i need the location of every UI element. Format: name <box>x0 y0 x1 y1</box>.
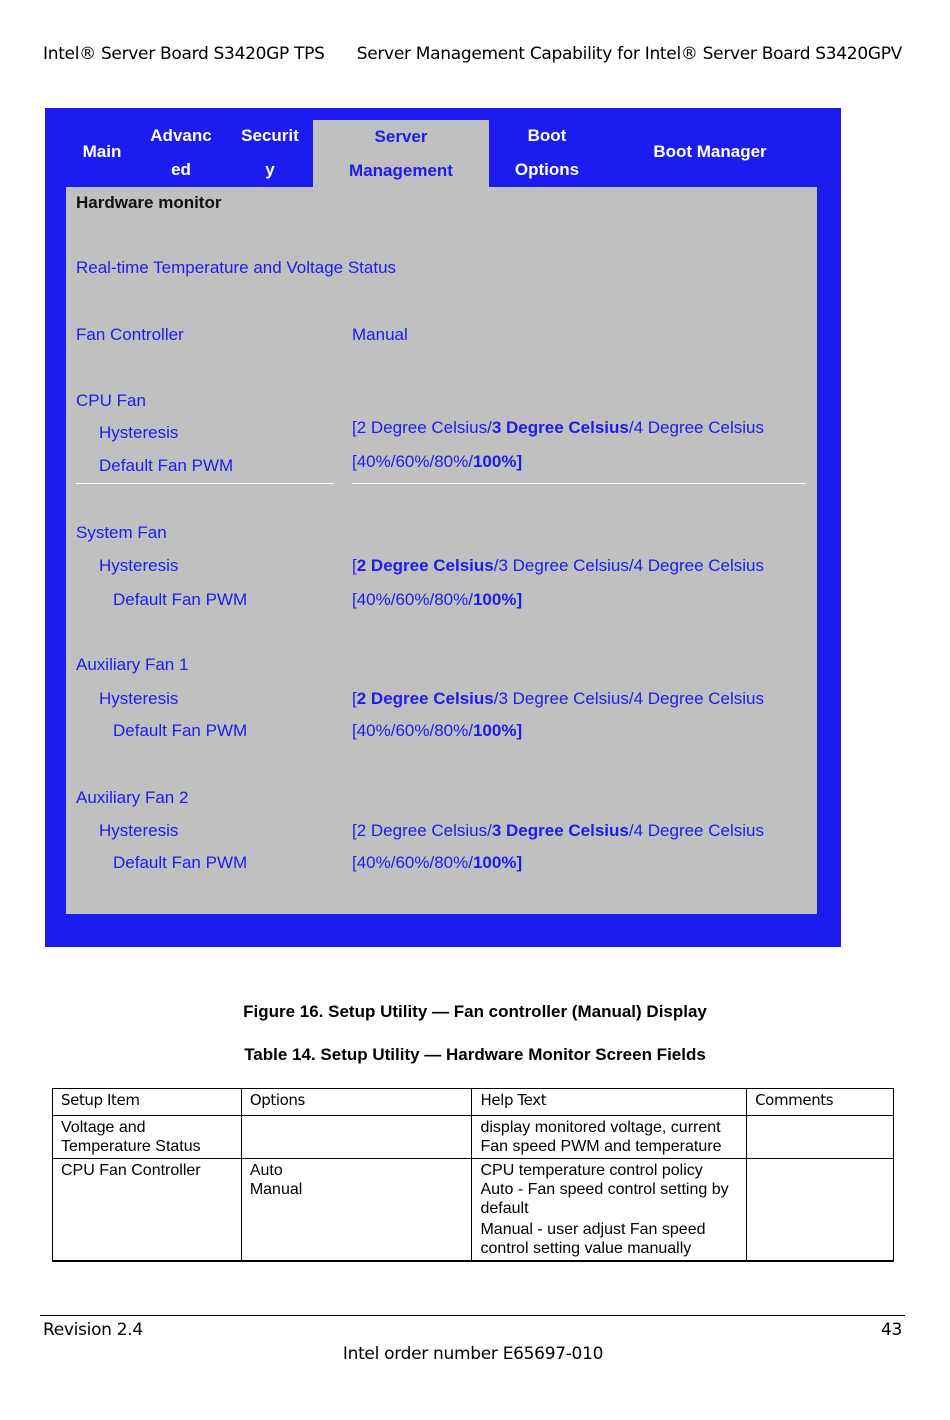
footer-order-number: Intel order number E65697-010 <box>342 1344 604 1364</box>
bios-setup-screen <box>45 108 841 947</box>
setup-item-cell: Voltage and Temperature Status <box>53 1116 242 1159</box>
comments-cell <box>747 1116 894 1159</box>
pwm-label: Default Fan PWM <box>113 853 248 872</box>
column-header: Setup Item <box>53 1089 242 1116</box>
hysteresis-options[interactable]: [2 Degree Celsius/3 Degree Celsius/4 Degree Celsius <box>352 821 764 840</box>
hysteresis-label: Hysteresis <box>99 423 179 442</box>
tab-advanced[interactable]: Advanc ed <box>150 126 212 179</box>
divider <box>76 483 334 484</box>
settings-panel <box>66 187 817 914</box>
pwm-label: Default Fan PWM <box>99 456 234 475</box>
tab-boot-manager[interactable]: Boot Manager <box>653 142 767 161</box>
tab-security[interactable]: Securit y <box>241 126 299 179</box>
hysteresis-options[interactable]: [2 Degree Celsius/3 Degree Celsius/4 Degree Celsius <box>352 556 764 575</box>
help-text-cell: display monitored voltage, current Fan speed PWM and temperature <box>472 1116 747 1159</box>
footer-divider <box>40 1315 905 1316</box>
pwm-options[interactable]: [40%/60%/80%/100%] <box>352 590 523 609</box>
table-header-row <box>53 1089 894 1116</box>
screen-fields-table <box>52 1088 894 1262</box>
tab-main[interactable]: Main <box>82 142 122 161</box>
setup-item-cell: CPU Fan Controller <box>53 1159 242 1262</box>
tab-boot-options[interactable]: Boot Options <box>514 126 580 179</box>
fan-controller-label: Fan Controller <box>76 325 184 344</box>
hysteresis-options[interactable]: [2 Degree Celsius/3 Degree Celsius/4 Degree Celsius <box>352 418 764 437</box>
pwm-options[interactable]: [40%/60%/80%/100%] <box>352 721 523 740</box>
fan-controller-value[interactable]: Manual <box>352 325 408 344</box>
column-header: Comments <box>747 1089 894 1116</box>
fan-group-title: System Fan <box>76 523 167 542</box>
pwm-options[interactable]: [40%/60%/80%/100%] <box>352 853 523 872</box>
hysteresis-options[interactable]: [2 Degree Celsius/3 Degree Celsius/4 Degree Celsius <box>352 689 764 708</box>
header-left: Intel® Server Board S3420GP TPS <box>43 44 325 64</box>
hysteresis-label: Hysteresis <box>99 689 179 708</box>
fan-group-title: Auxiliary Fan 2 <box>76 788 189 807</box>
table-row <box>53 1116 894 1159</box>
pwm-label: Default Fan PWM <box>113 590 248 609</box>
column-header: Options <box>241 1089 472 1116</box>
footer-page-number: 43 <box>880 1320 902 1340</box>
fan-group-title: Auxiliary Fan 1 <box>76 655 189 674</box>
table-caption: Table 14. Setup Utility — Hardware Monitor Screen Fields <box>244 1045 706 1064</box>
options-cell: Auto Manual <box>241 1159 472 1262</box>
hysteresis-label: Hysteresis <box>99 821 179 840</box>
table-row <box>53 1159 894 1262</box>
footer-revision: Revision 2.4 <box>43 1320 143 1340</box>
fan-group-title: CPU Fan <box>76 391 146 410</box>
help-text-cell: CPU temperature control policy Auto - Fan speed control setting by default Manual - user adjust Fan speed control setting value manually <box>472 1159 747 1262</box>
tab-server-management[interactable]: Server Management <box>313 120 489 188</box>
column-header: Help Text <box>472 1089 747 1116</box>
options-cell <box>241 1116 472 1159</box>
figure-caption: Figure 16. Setup Utility — Fan controller (Manual) Display <box>243 1002 707 1021</box>
pwm-options[interactable]: [40%/60%/80%/100%] <box>352 452 523 471</box>
section-title: Hardware monitor <box>76 193 222 212</box>
realtime-status-link[interactable]: Real-time Temperature and Voltage Status <box>76 258 397 277</box>
header-right: Server Management Capability for Intel® Server Board S3420GPV <box>356 44 902 64</box>
comments-cell <box>747 1159 894 1262</box>
hysteresis-label: Hysteresis <box>99 556 179 575</box>
divider <box>352 483 806 484</box>
pwm-label: Default Fan PWM <box>113 721 248 740</box>
